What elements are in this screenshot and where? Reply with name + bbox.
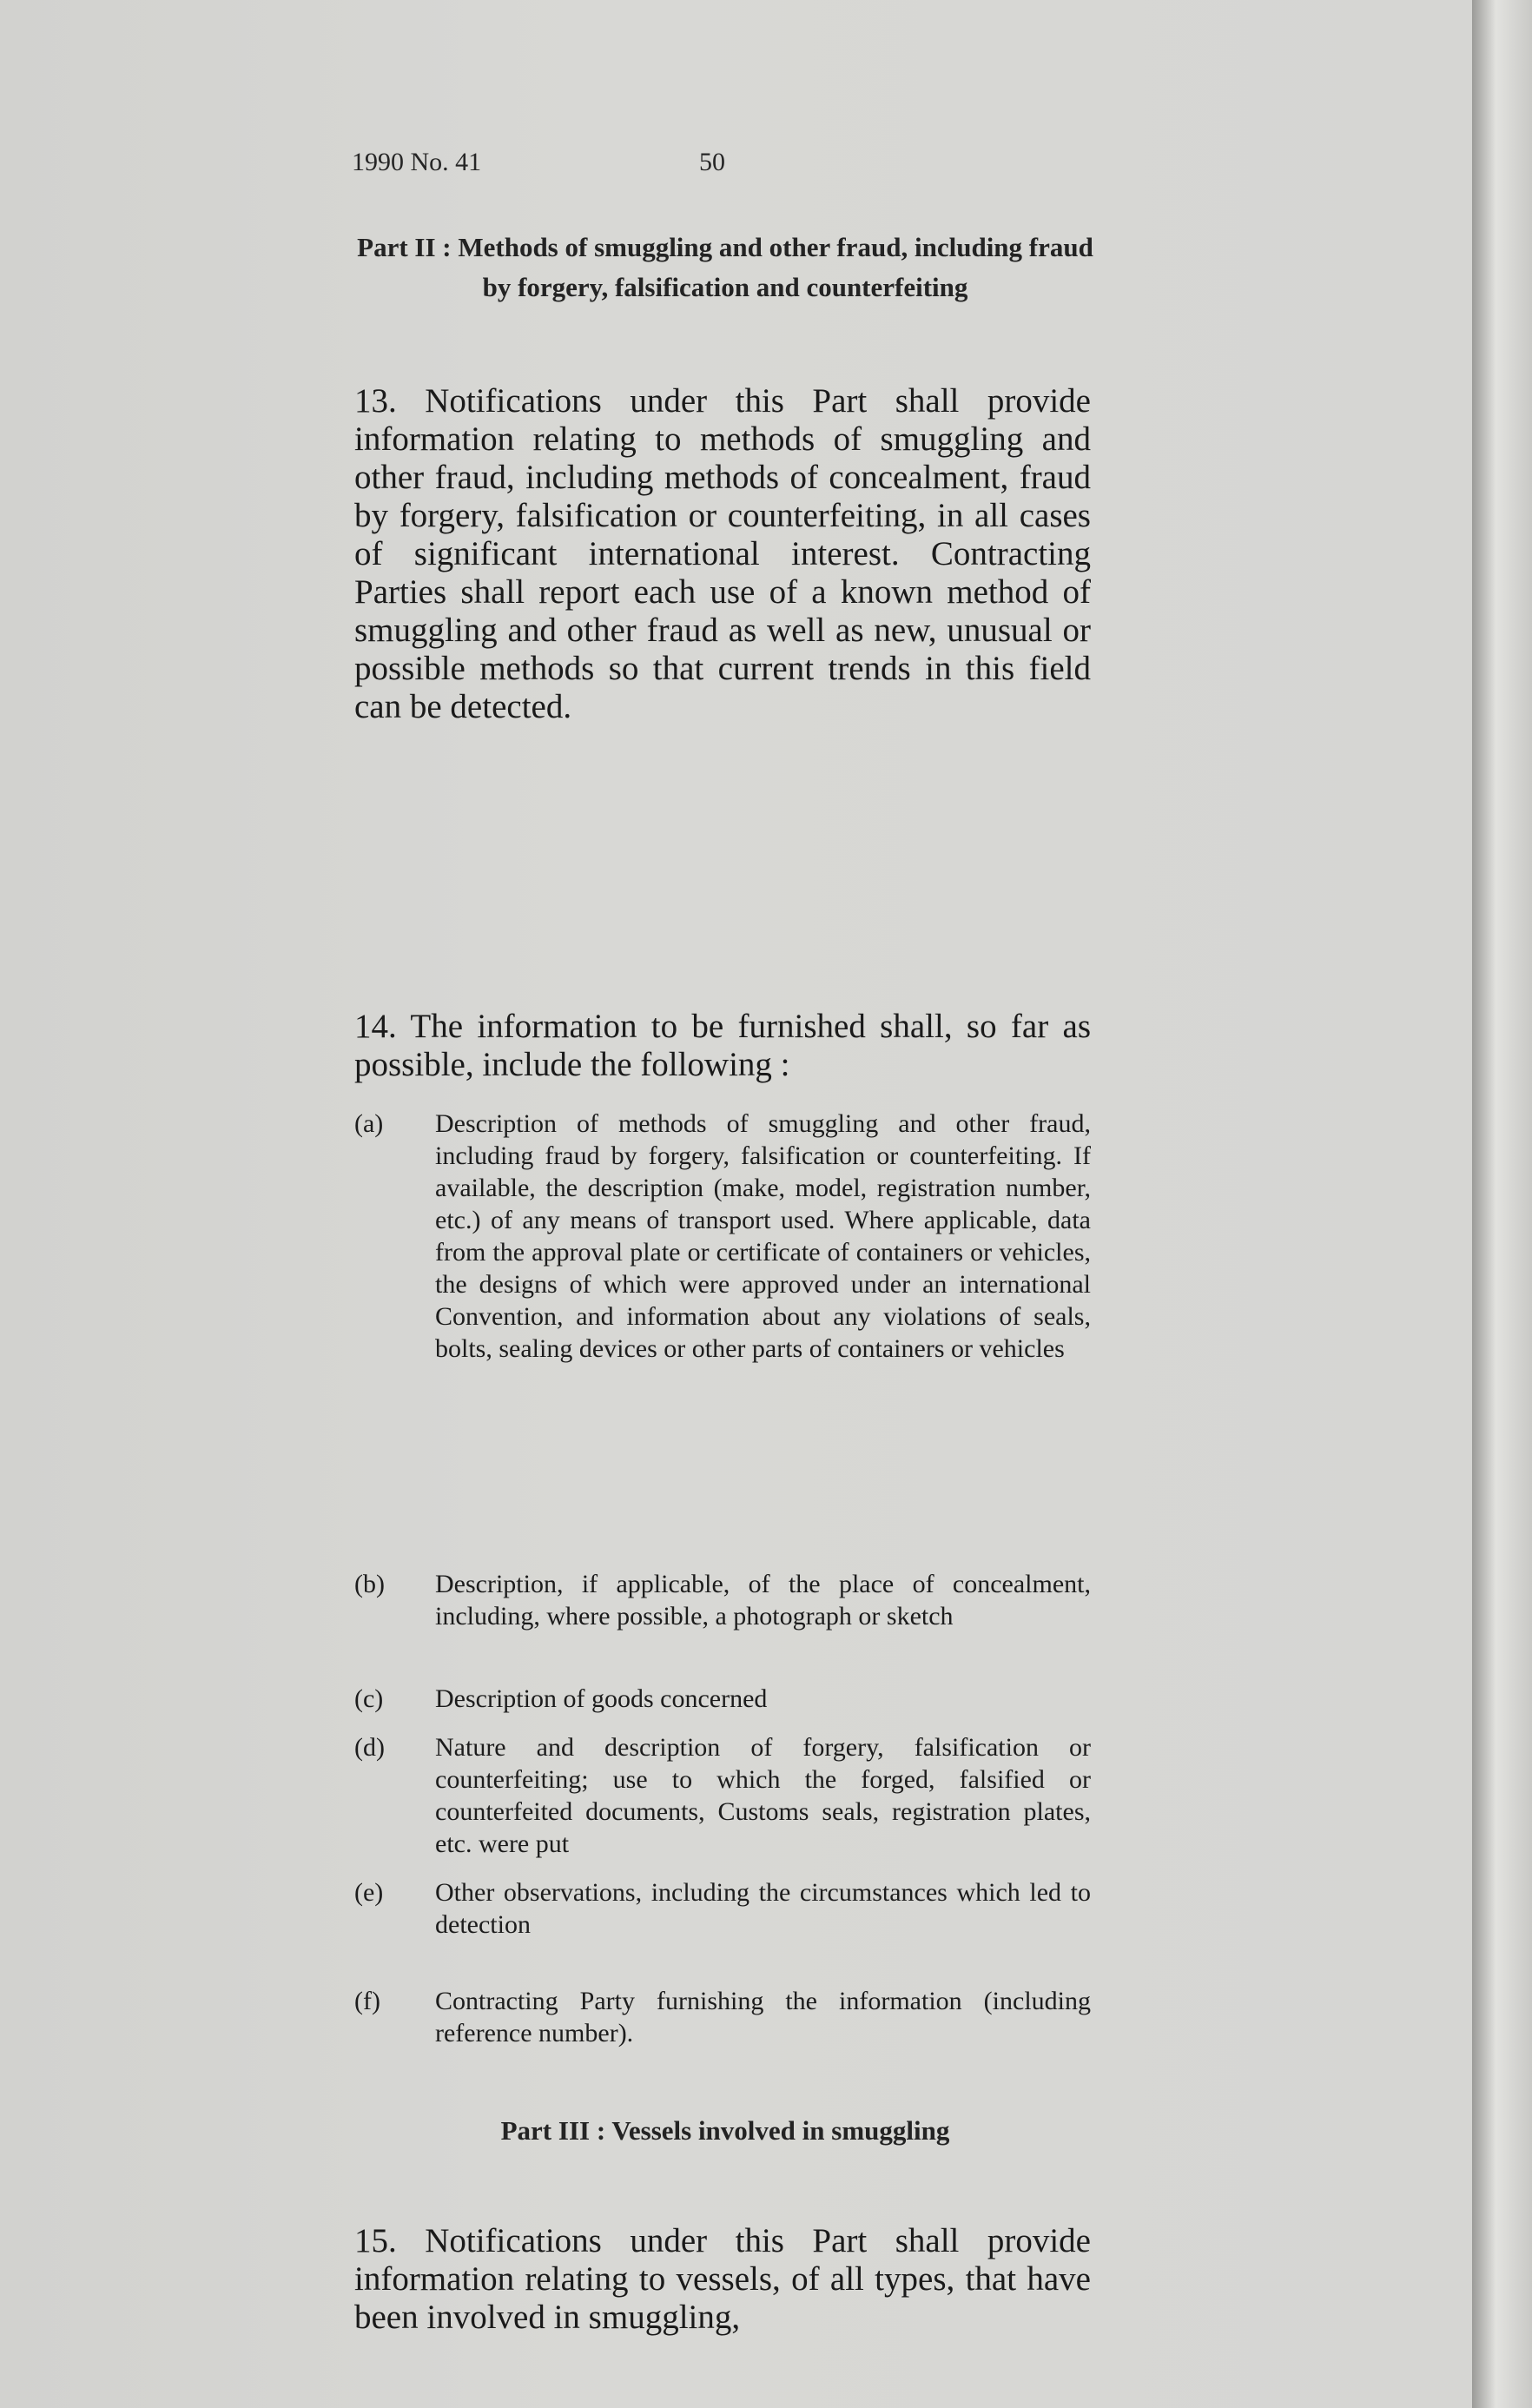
paragraph-14: 14. The information to be furnished shall, so far as possible, include the following :: [354, 1008, 1091, 1083]
item-label: (b): [354, 1570, 385, 1598]
paragraph-15: 15. Notifications under this Part shall provide information relating to vessels, of all types, that have been involved in smuggling,: [354, 2222, 1091, 2336]
item-label: (d): [354, 1733, 385, 1762]
item-text: Description of goods concerned: [435, 1684, 768, 1713]
item-text: Other observations, including the circumstances which led to detection: [435, 1878, 1091, 1939]
item-text: Contracting Party furnishing the information (including reference number).: [435, 1987, 1091, 2047]
item-label: (a): [354, 1109, 384, 1138]
running-header: [352, 148, 725, 177]
item-text: Nature and description of forgery, falsification or counterfeiting; use to which the forged, falsified or counterfeited documents, Customs seals, registration plates, etc. were put: [435, 1733, 1091, 1858]
item-label: (f): [354, 1987, 380, 2015]
item-text: Description, if applicable, of the place of concealment, including, where possible, a photograph or sketch: [435, 1570, 1091, 1631]
paragraph-13: 13. Notifications under this Part shall provide information relating to methods of smuggling and other fraud, including methods of concealment, fraud by forgery, falsification or counterfeiting, in all cases of significant international interest. Contracting Parties shall report each use of a known method of smuggling and other fraud as well as new, unusual or possible methods so that current trends in this field can be detected.: [354, 382, 1091, 725]
page-edge: [1472, 0, 1532, 2408]
page-number: 50: [699, 148, 725, 176]
item-label: (e): [354, 1878, 384, 1907]
item-text: Description of methods of smuggling and other fraud, including fraud by forgery, falsification or counterfeiting. If available, the description (make, model, registration number, etc.) of any means of transport used. Where applicable, data from the approval plate or certificate of containers or vehicles, the designs of which were approved under an international Convention, and information about any violations of seals, bolts, sealing devices or other parts of containers or vehicles: [435, 1109, 1091, 1363]
year-number: 1990 No. 41: [352, 148, 482, 176]
part-iii-heading: Part III : Vessels involved in smuggling: [500, 2115, 950, 2146]
item-label: (c): [354, 1684, 384, 1713]
part-ii-heading: Part II : Methods of smuggling and other fraud, including fraud by forgery, falsification and counterfeiting: [357, 232, 1093, 302]
